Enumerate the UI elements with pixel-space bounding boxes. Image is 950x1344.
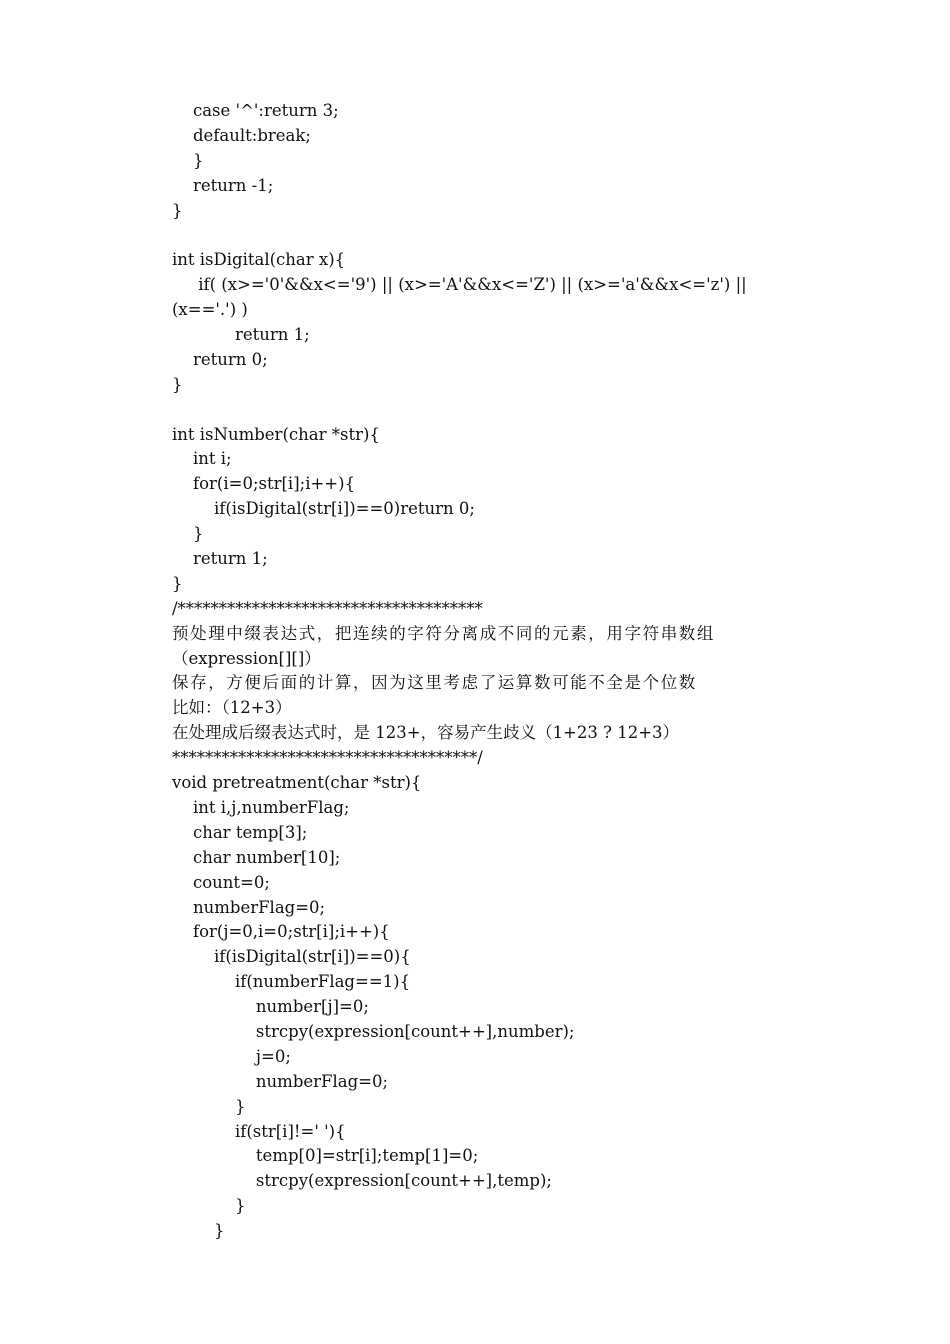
code-line: strcpy(expression[count++],number);: [172, 1021, 575, 1041]
code-line: if(isDigital(str[i])==0)return 0;: [172, 499, 475, 519]
code-line: }: [172, 1221, 225, 1241]
code-line: }: [172, 524, 204, 544]
code-line: }: [172, 1196, 246, 1216]
code-line: return 1;: [172, 325, 310, 345]
code-listing: [172, 99, 842, 1244]
code-line: char temp[3];: [172, 822, 308, 842]
comment-line: 保存，方便后面的计算，因为这里考虑了运算数可能不全是个位数: [172, 673, 697, 693]
blank-line: [172, 398, 842, 423]
comment-line: 预处理中缀表达式，把连续的字符分离成不同的元素，用字符串数组: [172, 623, 715, 643]
code-line: int isNumber(char *str){: [172, 424, 380, 444]
code-line: numberFlag=0;: [172, 897, 326, 917]
code-line: return -1;: [172, 175, 274, 195]
code-line: int i,j,numberFlag;: [172, 797, 350, 817]
code-line: if(str[i]!=' '){: [172, 1121, 346, 1141]
code-line: numberFlag=0;: [172, 1071, 389, 1091]
code-line: void pretreatment(char *str){: [172, 773, 422, 793]
code-line: }: [172, 374, 183, 394]
code-line: if(numberFlag==1){: [172, 972, 411, 992]
code-line: (x=='.') ): [172, 300, 248, 320]
comment-line: （expression[][]）: [172, 648, 321, 668]
comment-line: 比如：（12+3）: [172, 698, 292, 718]
code-line: strcpy(expression[count++],temp);: [172, 1171, 552, 1191]
blank-line: [172, 223, 842, 248]
comment-line: /*************************************: [172, 598, 483, 618]
code-line: int i;: [172, 449, 232, 469]
code-line: default:break;: [172, 125, 311, 145]
code-line: char number[10];: [172, 847, 341, 867]
code-line: int isDigital(char x){: [172, 250, 346, 270]
code-line: return 1;: [172, 549, 268, 569]
code-line: case '^':return 3;: [172, 101, 339, 120]
code-line: temp[0]=str[i];temp[1]=0;: [172, 1146, 479, 1166]
code-line: for(j=0,i=0;str[i];i++){: [172, 922, 390, 942]
code-line: for(i=0;str[i];i++){: [172, 474, 356, 494]
code-line: if( (x>='0'&&x<='9') || (x>='A'&&x<='Z') || (x>='a'&&x<='z') ||: [172, 275, 747, 295]
code-line: if(isDigital(str[i])==0){: [172, 947, 411, 967]
code-line: }: [172, 200, 183, 220]
code-line: count=0;: [172, 872, 270, 892]
code-line: }: [172, 573, 183, 593]
code-line: }: [172, 1096, 246, 1116]
code-line: number[j]=0;: [172, 997, 369, 1017]
code-line: return 0;: [172, 349, 268, 369]
code-line: }: [172, 150, 204, 170]
code-line: j=0;: [172, 1046, 291, 1066]
comment-line: 在处理成后缀表达式时，是 123+，容易产生歧义（1+23 ? 12+3）: [172, 723, 680, 743]
comment-line: *************************************/: [172, 748, 483, 768]
